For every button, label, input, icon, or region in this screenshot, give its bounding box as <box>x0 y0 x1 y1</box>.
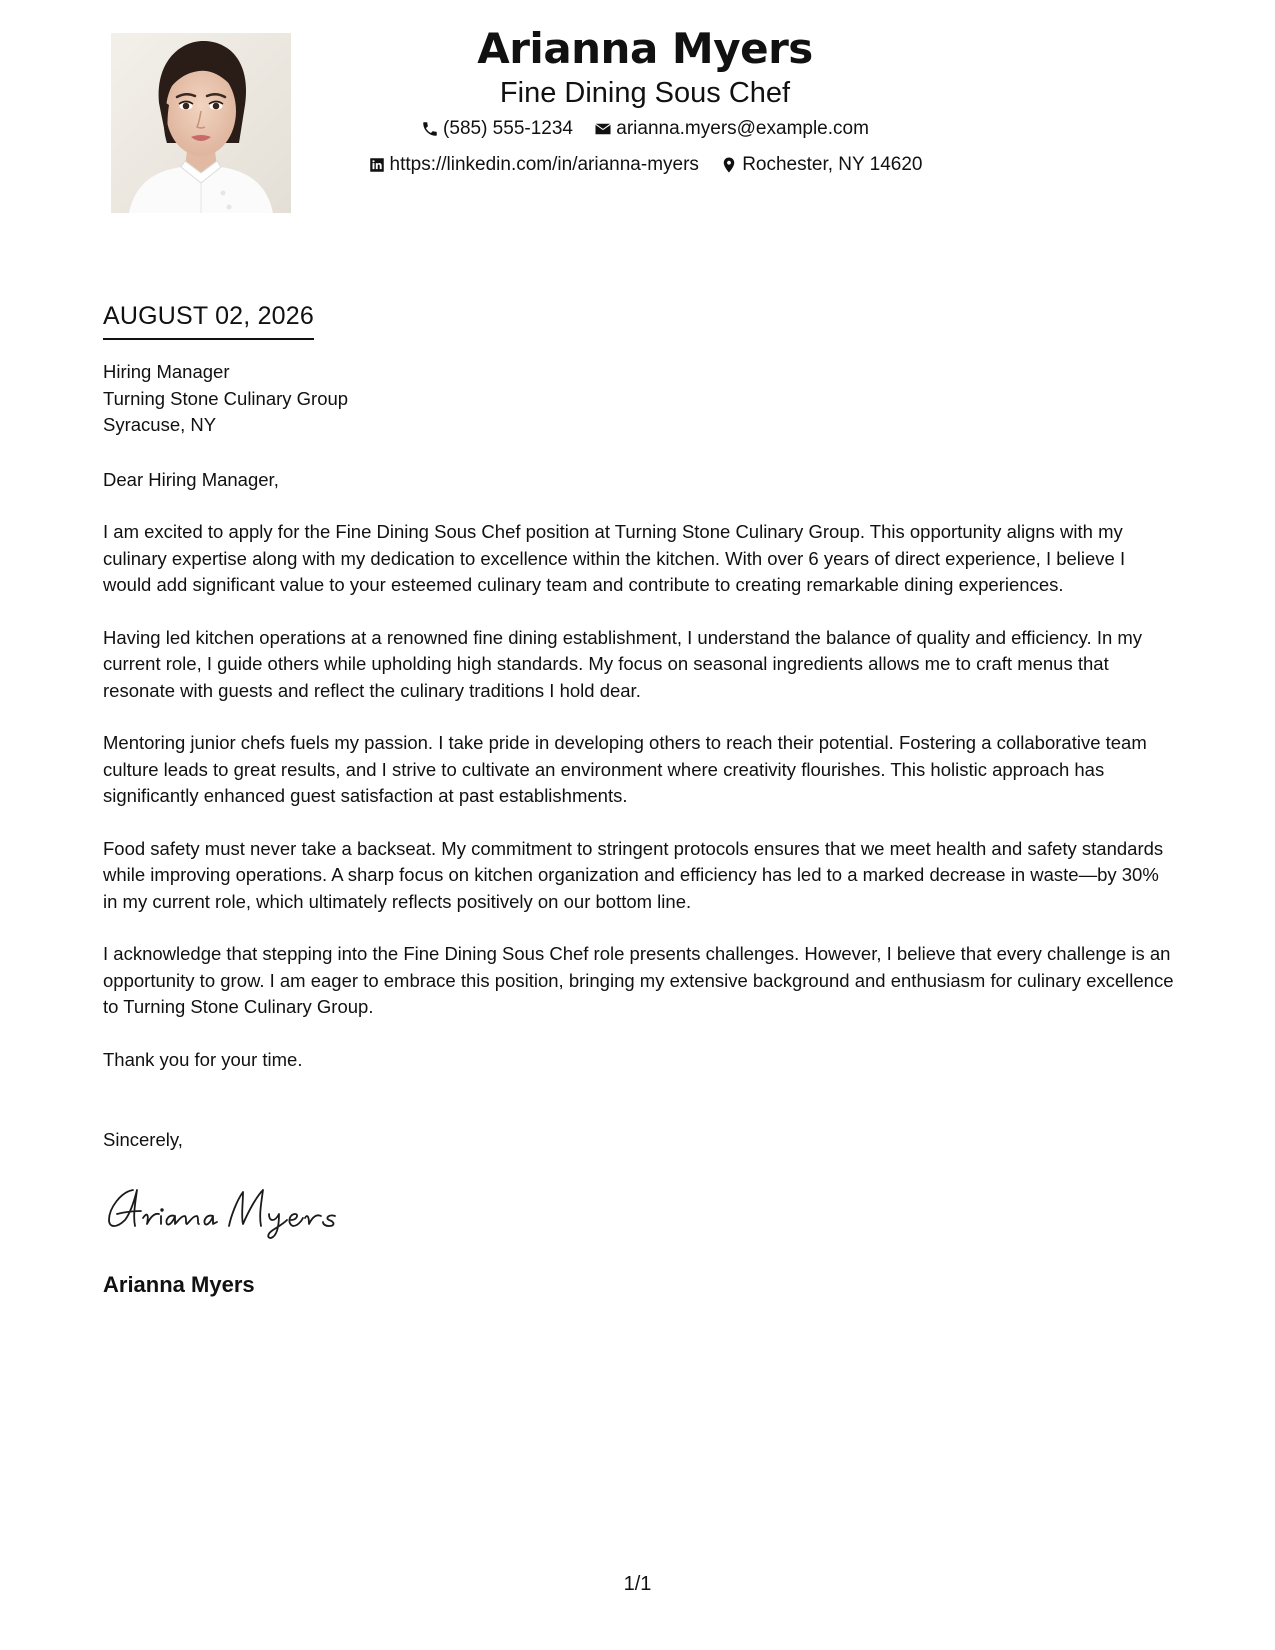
body-paragraph: I acknowledge that stepping into the Fine Dining Sous Chef role presents challenges. However, I believe that every challenge is an opportunity to grow. I am eager to embrace this position, bringing my extensive background and enthusiasm for culinary excellence to Turning Stone Culinary Group. <box>103 943 1174 1017</box>
contact-line-1 <box>300 117 990 145</box>
profile-photo <box>111 33 291 213</box>
recipient-line: Turning Stone Culinary Group <box>103 387 349 409</box>
header <box>300 22 990 181</box>
salutation: Dear Hiring Manager, <box>103 468 279 490</box>
contact-location <box>720 153 922 177</box>
body-paragraph: Having led kitchen operations at a renowned fine dining establishment, I understand the balance of quality and efficiency. In my current role, I guide others while upholding high standards. My focus on seasonal ingredients allows me to craft menus that resonate with guests and reflect the culinary traditions I hold dear. <box>103 626 1143 701</box>
body-paragraph: Food safety must never take a backseat. My commitment to stringent protocols ensures that we meet health and safety standards while improving operations. A sharp focus on kitchen organization and efficiency has led to a marked decrease in waste—by 30% in my current role, which ultimately reflects positively on our bottom line. <box>103 837 1164 912</box>
closing-line: Thank you for your time. <box>103 1048 303 1070</box>
body-paragraph: I am excited to apply for the Fine Dining Sous Chef position at Turning Stone Culinary Group. This opportunity aligns with my culinary expertise along with my dedication to excellence within the kitchen. With over 6 years of direct experience, I believe I would add significant value to your esteemed culinary team and contribute to creating remarkable dining experiences. <box>103 521 1126 595</box>
signer-name: Arianna Myers <box>103 1272 255 1297</box>
body-paragraph: Mentoring junior chefs fuels my passion. I take pride in developing others to reach their potential. Fostering a collaborative team culture leads to great results, and I strive to cultivate an environment where creativity flourishes. This holistic approach has significantly enhanced guest satisfaction at past establishments. <box>103 732 1147 806</box>
job-title: Fine Dining Sous Chef <box>499 77 791 109</box>
letter-body <box>103 359 1178 1154</box>
recipient-line: Hiring Manager <box>103 361 230 382</box>
phone-icon <box>421 120 439 138</box>
envelope-icon <box>594 120 612 138</box>
phone-text: (585) 555-1234 <box>443 118 573 139</box>
page-number: 1/1 <box>623 1573 652 1595</box>
contact-linkedin[interactable] <box>368 153 699 177</box>
recipient-block <box>103 359 1178 439</box>
map-pin-icon <box>720 156 738 174</box>
contact-line-2 <box>300 153 990 181</box>
contact-phone <box>421 117 573 141</box>
linkedin-text[interactable]: https://linkedin.com/in/arianna-myers <box>389 154 699 175</box>
recipient-line: Syracuse, NY <box>103 414 217 435</box>
email-text[interactable]: arianna.myers@example.com <box>616 118 869 139</box>
handwritten-signature <box>103 1180 373 1240</box>
signoff: Sincerely, <box>103 1129 183 1150</box>
contact-email[interactable] <box>594 117 869 141</box>
applicant-name: Arianna Myers <box>477 24 813 73</box>
letter-date: AUGUST 02, 2026 <box>103 299 314 340</box>
portrait-photo <box>111 33 291 213</box>
location-text: Rochester, NY 14620 <box>742 154 923 175</box>
linkedin-icon <box>368 156 386 174</box>
